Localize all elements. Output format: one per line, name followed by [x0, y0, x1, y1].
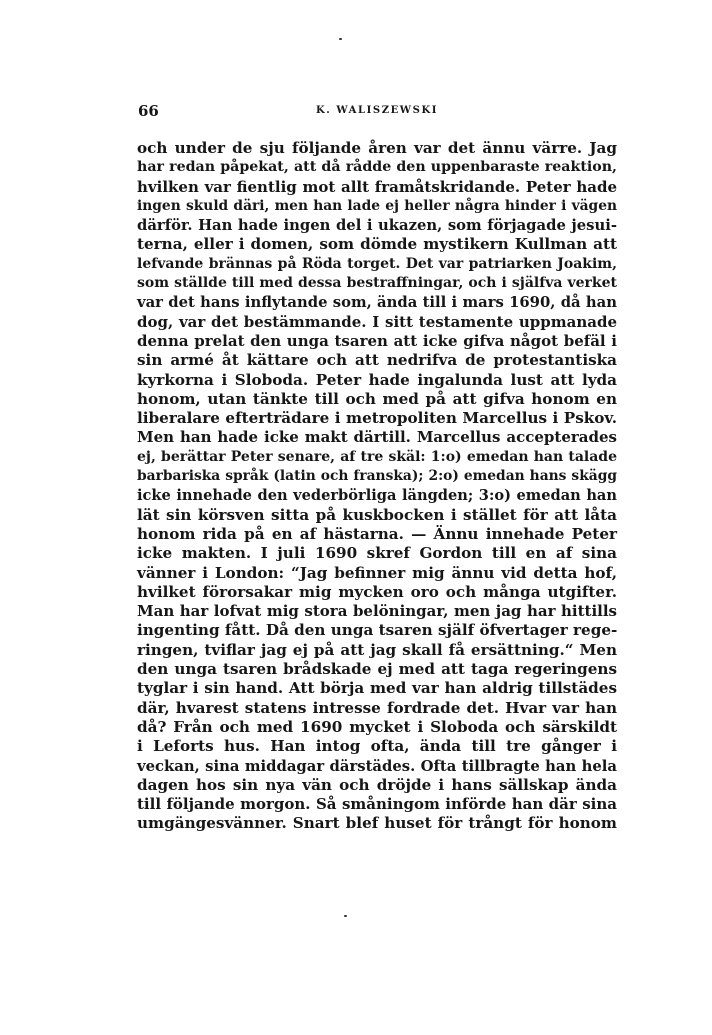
- text-line: var det hans inflytande som, ända till i mars 1690, då han: [137, 294, 617, 312]
- text-line: den unga tsaren brådskade ej med att taga regeringens: [137, 660, 617, 679]
- text-line: då? Från och med 1690 mycket i Sloboda och särskildt: [137, 717, 617, 736]
- text-line: hvilket förorsakar mig mycken oro och många utgifter.: [137, 582, 617, 601]
- text-line: honom, utan tänkte till och med på att gifva honom en: [137, 389, 617, 408]
- text-line: vänner i London: “Jag befinner mig ännu vid detta hof,: [137, 563, 617, 582]
- text-line: ingenting fått. Då den unga tsaren själf öfvertager rege-: [137, 621, 618, 640]
- text-line: honom rida på en af hästarna. — Ännu innehade Peter: [137, 524, 617, 543]
- text-line: ej, berättar Peter senare, af tre skäl: 1:o) emedan han talade: [137, 448, 617, 465]
- text-line: liberalare efterträdare i metropoliten Marcellus i Pskov.: [137, 409, 617, 428]
- text-line: tyglar i sin hand. Att börja med var han aldrig tillstädes: [137, 679, 617, 698]
- running-head: K. WALISZEWSKI: [315, 105, 439, 116]
- text-line: hvilken var fientlig mot allt framåtskridande. Peter hade: [137, 177, 617, 196]
- page-header: [138, 102, 616, 122]
- text-line: till följande morgon. Så småningom införde han där sina: [137, 795, 617, 814]
- text-line: ringen, tviflar jag ej på att jag skall få ersättning.“ Men: [137, 640, 617, 659]
- text-line: och under de sju följande åren var det ännu värre. Jag: [137, 139, 617, 157]
- text-line: lät sin körsven sitta på kuskbocken i stället för att låta: [137, 505, 617, 524]
- text-line: veckan, sina middagar därstädes. Ofta tillbragte han hela: [137, 757, 617, 775]
- text-line: barbariska språk (latin och franska); 2:o) emedan hans skägg: [137, 468, 617, 485]
- text-line: där, hvarest statens intresse fordrade det. Hvar var han: [137, 698, 617, 717]
- text-line: terna, eller i domen, som dömde mystikern Kullman att: [137, 235, 617, 254]
- text-line: icke makten. I juli 1690 skref Gordon till en af sina: [137, 544, 617, 563]
- text-line: ingen skuld däri, men han lade ej heller några hinder i vägen: [137, 197, 617, 214]
- text-line: icke innehade den vederbörliga längden; 3:o) emedan han: [137, 487, 617, 505]
- text-line: dog, var det bestämmande. I sitt testamente uppmanade: [137, 312, 617, 331]
- text-line: lefvande brännas på Röda torget. Det var patriarken Joakim,: [137, 255, 617, 272]
- text-line: umgängesvänner. Snart blef huset för trångt för honom: [137, 814, 617, 833]
- text-line: sin armé åt kättare och att nedrifva de protestantiska: [137, 351, 617, 370]
- scan-speck: [344, 915, 347, 917]
- text-line: som ställde till med dessa bestraffningar, och i själfva verket: [137, 275, 617, 292]
- text-line: Men han hade icke makt därtill. Marcellus accepterades: [137, 428, 617, 447]
- text-line: kyrkorna i Sloboda. Peter hade ingalunda lust att lyda: [137, 370, 617, 389]
- body-text: [137, 139, 617, 834]
- text-line: därför. Han hade ingen del i ukazen, som förjagade jesui-: [137, 217, 617, 235]
- text-line: har redan påpekat, att då rådde den uppenbaraste reaktion,: [137, 159, 617, 176]
- text-line: i Leforts hus. Han intog ofta, ända till tre gånger i: [137, 737, 617, 756]
- page-number: 66: [138, 102, 159, 120]
- scan-speck: [339, 38, 342, 40]
- text-line: dagen hos sin nya vän och dröjde i hans sällskap ända: [137, 775, 617, 794]
- text-line: Man har lofvat mig stora belöningar, men jag har hittills: [137, 602, 617, 621]
- text-line: denna prelat den unga tsaren att icke gifva något befäl i: [137, 331, 617, 350]
